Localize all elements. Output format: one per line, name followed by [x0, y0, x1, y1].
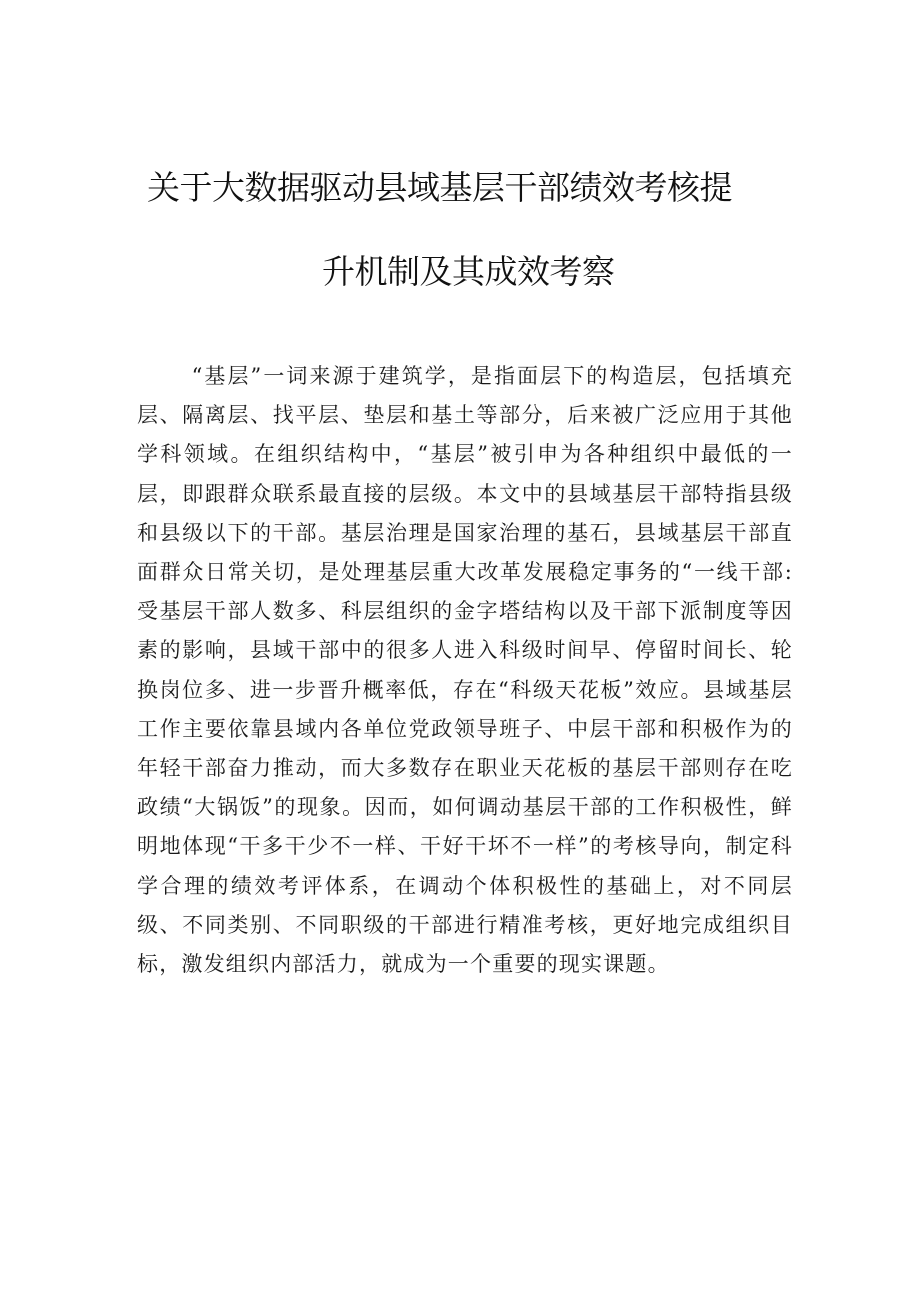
document-title-line-2: 升机制及其成效考察: [322, 252, 615, 291]
body-paragraph: “基层”一词来源于建筑学，是指面层下的构造层，包括填充层、隔离层、找平层、垫层和基土等部分，后来被广泛应用于其他学科领域。在组织结构中，“基层”被引申为各种组织中最低的一层，即跟群众联系最直接的层级。本文中的县域基层干部特指县级和县级以下的干部。基层治理是国家治理的基石，县域基层干部直面群众日常关切，是处理基层重大改革发展稳定事务的“一线干部:受基层干部人数多、科层组织的金字塔结构以及干部下派制度等因素的影响，县域干部中的很多人进入科级时间早、停留时间长、轮换岗位多、进一步晋升概率低，存在“科级天花板”效应。县域基层工作主要依靠县域内各单位党政领导班子、中层干部和积极作为的年轻干部奋力推动，而大多数存在职业天花板的基层干部则存在吃政绩“大锅饭”的现象。因而，如何调动基层干部的工作积极性，鲜明地体现“干多干少不一样、干好干坏不一样”的考核导向，制定科学合理的绩效考评体系，在调动个体积极性的基础上，对不同层级、不同类别、不同职级的干部进行精准考核，更好地完成组织目标，激发组织内部活力，就成为一个重要的现实课题。: [137, 364, 793, 977]
document-title-line-1: 关于大数据驱动县域基层干部绩效考核提: [147, 168, 732, 207]
